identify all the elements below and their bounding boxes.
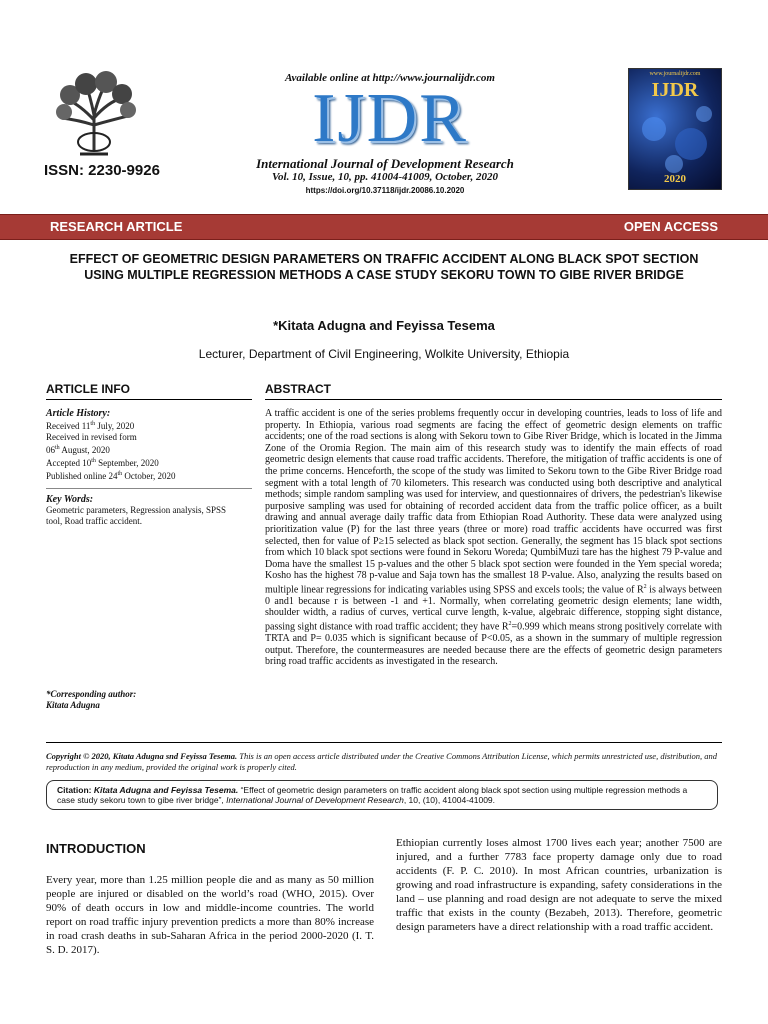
history-label: Article History: [46,408,111,419]
revised-date: 06th August, 2020 [46,445,110,455]
keywords-text: Geometric parameters, Regression analysis, SPSS tool, Road traffic accident. [46,505,226,526]
corresponding-label: *Corresponding author: [46,689,137,699]
corresponding-name: Kitata Adugna [46,700,100,710]
citation-box: Citation: Kitata Adugna and Feyissa Tesema. “Effect of geometric design parameters on traffic accident along black spot section using multiple regression methods a case study sekoru town to gibe river bridge”, International Journal of Development Research, 10, (10), 41004-41009. [46,780,718,810]
introduction-heading: INTRODUCTION [46,841,146,856]
journal-name: International Journal of Development Research [256,156,514,171]
issn: ISSN: 2230-9926 [44,162,160,179]
article-title: EFFECT OF GEOMETRIC DESIGN PARAMETERS ON TRAFFIC ACCIDENT ALONG BLACK SPOT SECTION USING MULTIPLE REGRESSION METHODS A CASE STUDY SEKORU TOWN TO GIBE RIVER BRIDGE [69,252,699,282]
abstract-rule [265,399,722,400]
received-date: Received 11th July, 2020 [46,421,135,431]
cover-title: IJDR [651,79,699,101]
article-type-banner [0,214,768,240]
article-info-heading: ARTICLE INFO [46,382,130,396]
cover-url: www.journalijdr.com [649,71,701,77]
revised-label: Received in revised form [46,432,137,442]
keywords-label: Key Words: [46,494,94,505]
abstract-heading: ABSTRACT [265,382,331,396]
author-affiliation: Lecturer, Department of Civil Engineering, Wolkite University, Ethiopia [198,347,570,361]
intro-left-column: Every year, more than 1.25 million people die and as many as 50 million people are injured or disabled on the world’s road (WHO, 2015). Over 90% of death occurs in low and middle-income countries. The world report on road traffic injury prevention predicts a more than 80% increase in road crash deaths in sub-Saharan Africa in the period 2000-2020 (I. T. S. D. 2017). [46,874,374,956]
doi-link[interactable]: https://doi.org/10.37118/ijdr.20086.10.2020 [305,186,465,195]
article-history [46,408,252,482]
research-article-label: RESEARCH ARTICLE [50,219,183,234]
accepted-date: Accepted 10th September, 2020 [46,458,159,468]
society-tree-logo [50,70,140,160]
intro-right-column: Ethiopian currently loses almost 1700 lives each year; another 7500 are injured, and a further 7783 face property damage only due to road accidents (F. P. C. 2010). In most African countries, urbanization is growing and road infrastructure is expanding, safety considerations in the land – use planning and road design are not adequate to serve the mixed traffic that exists in the county (Bezabeh, 2013). Therefore, geometric design parameters have a direct relationship with a road traffic accident. [396,837,722,933]
open-access-label: OPEN ACCESS [623,219,718,234]
journal-cover-image [628,68,722,190]
volume-info: Vol. 10, Issue, 10, pp. 41004-41009, October, 2020 [271,171,499,183]
journal-brand-logo: IJDR [312,80,468,157]
history-rule [46,488,252,489]
article-authors: *Kitata Adugna and Feyissa Tesema [273,318,495,333]
section-rule [46,742,722,743]
abstract-text: A traffic accident is one of the series problems frequently occur in developing countries, leads to loss of life and property. In Ethiopia, various road segments are facing the effect of geometric design elements on traffic accidents; one of the road sections is along with Sekoru town to Gibe River Bridge, which is located in the Jimma Zone of the Oromia Region. The main aim of this research study was to identify the main effects of road geometric design elements that cause road traffic accidents. Therefore, the mitigation of traffic accidents is one of the prime concerns. Henceforth, the scope of the study was limited to Sekoru town to the Gibe River Bridge road segment with a total length of 70 kilometers. This research was conducted using both descriptive and analytical methods; simple random sampling was used for interview, and questionnaires of drivers, the pedestrian's likewise purposive sampling was used for obtaining of recorded accident data from the traffic police officer, as a built drawing and annual average daily traffic data from Ethiopian Road Authority. These data were analyzed using prioritization value (P) for the last three years (three or more) road traffic accidents have occurred was first selected, then for value of P≥15 selected as black spot section. Generally, the segment has 15 black spot sections from which 10 black spot sections were found in Sekoru Woreda; QumbiMuzi tare has the highest 79 P-value and Doma have the smallest 15 p-values and the other 5 black spot section were founded in the Yem special woreda; Kosho has the highest 78 p-value and Saja town has the smallest 18 P-value. Also, analyzing the results based on multiple linear regressions for indicating variables using SPSS and excels tools; the value of $R^2$ is always between 0 and1 because r is between -1 and +1. Normally, when correlating geometric design elements; lane width, shoulder width, a radius of curves, vertical curve length, k-value, algebraic difference, stopping sight distance, passing sight distance with road traffic accident; they have $R^2=0.999$ which means strong positively correlate with TRTA and P= 0.035 which is significant because of P<0.05, as a shown in the summary of multiple regression output. Therefore, the countermeasures are needed because there are the effects of geometric design parameters bring road traffic accidents as investigated in the research. [265,408,722,668]
available-online-link[interactable]: Available online at http://www.journalijdr.com [285,72,495,84]
article-info-rule [46,399,252,400]
published-date: Published online 24th October, 2020 [46,471,176,481]
cover-year: 2020 [664,173,686,185]
keywords-block [46,494,242,527]
corresponding-author [46,689,252,711]
copyright-notice: Copyright © 2020, Kitata Adugna snd Feyissa Tesema. This is an open access article distributed under the Creative Commons Attribution License, which permits unrestricted use, distribution, and reproduction in any medium, provided the original work is properly cited. [46,751,717,772]
